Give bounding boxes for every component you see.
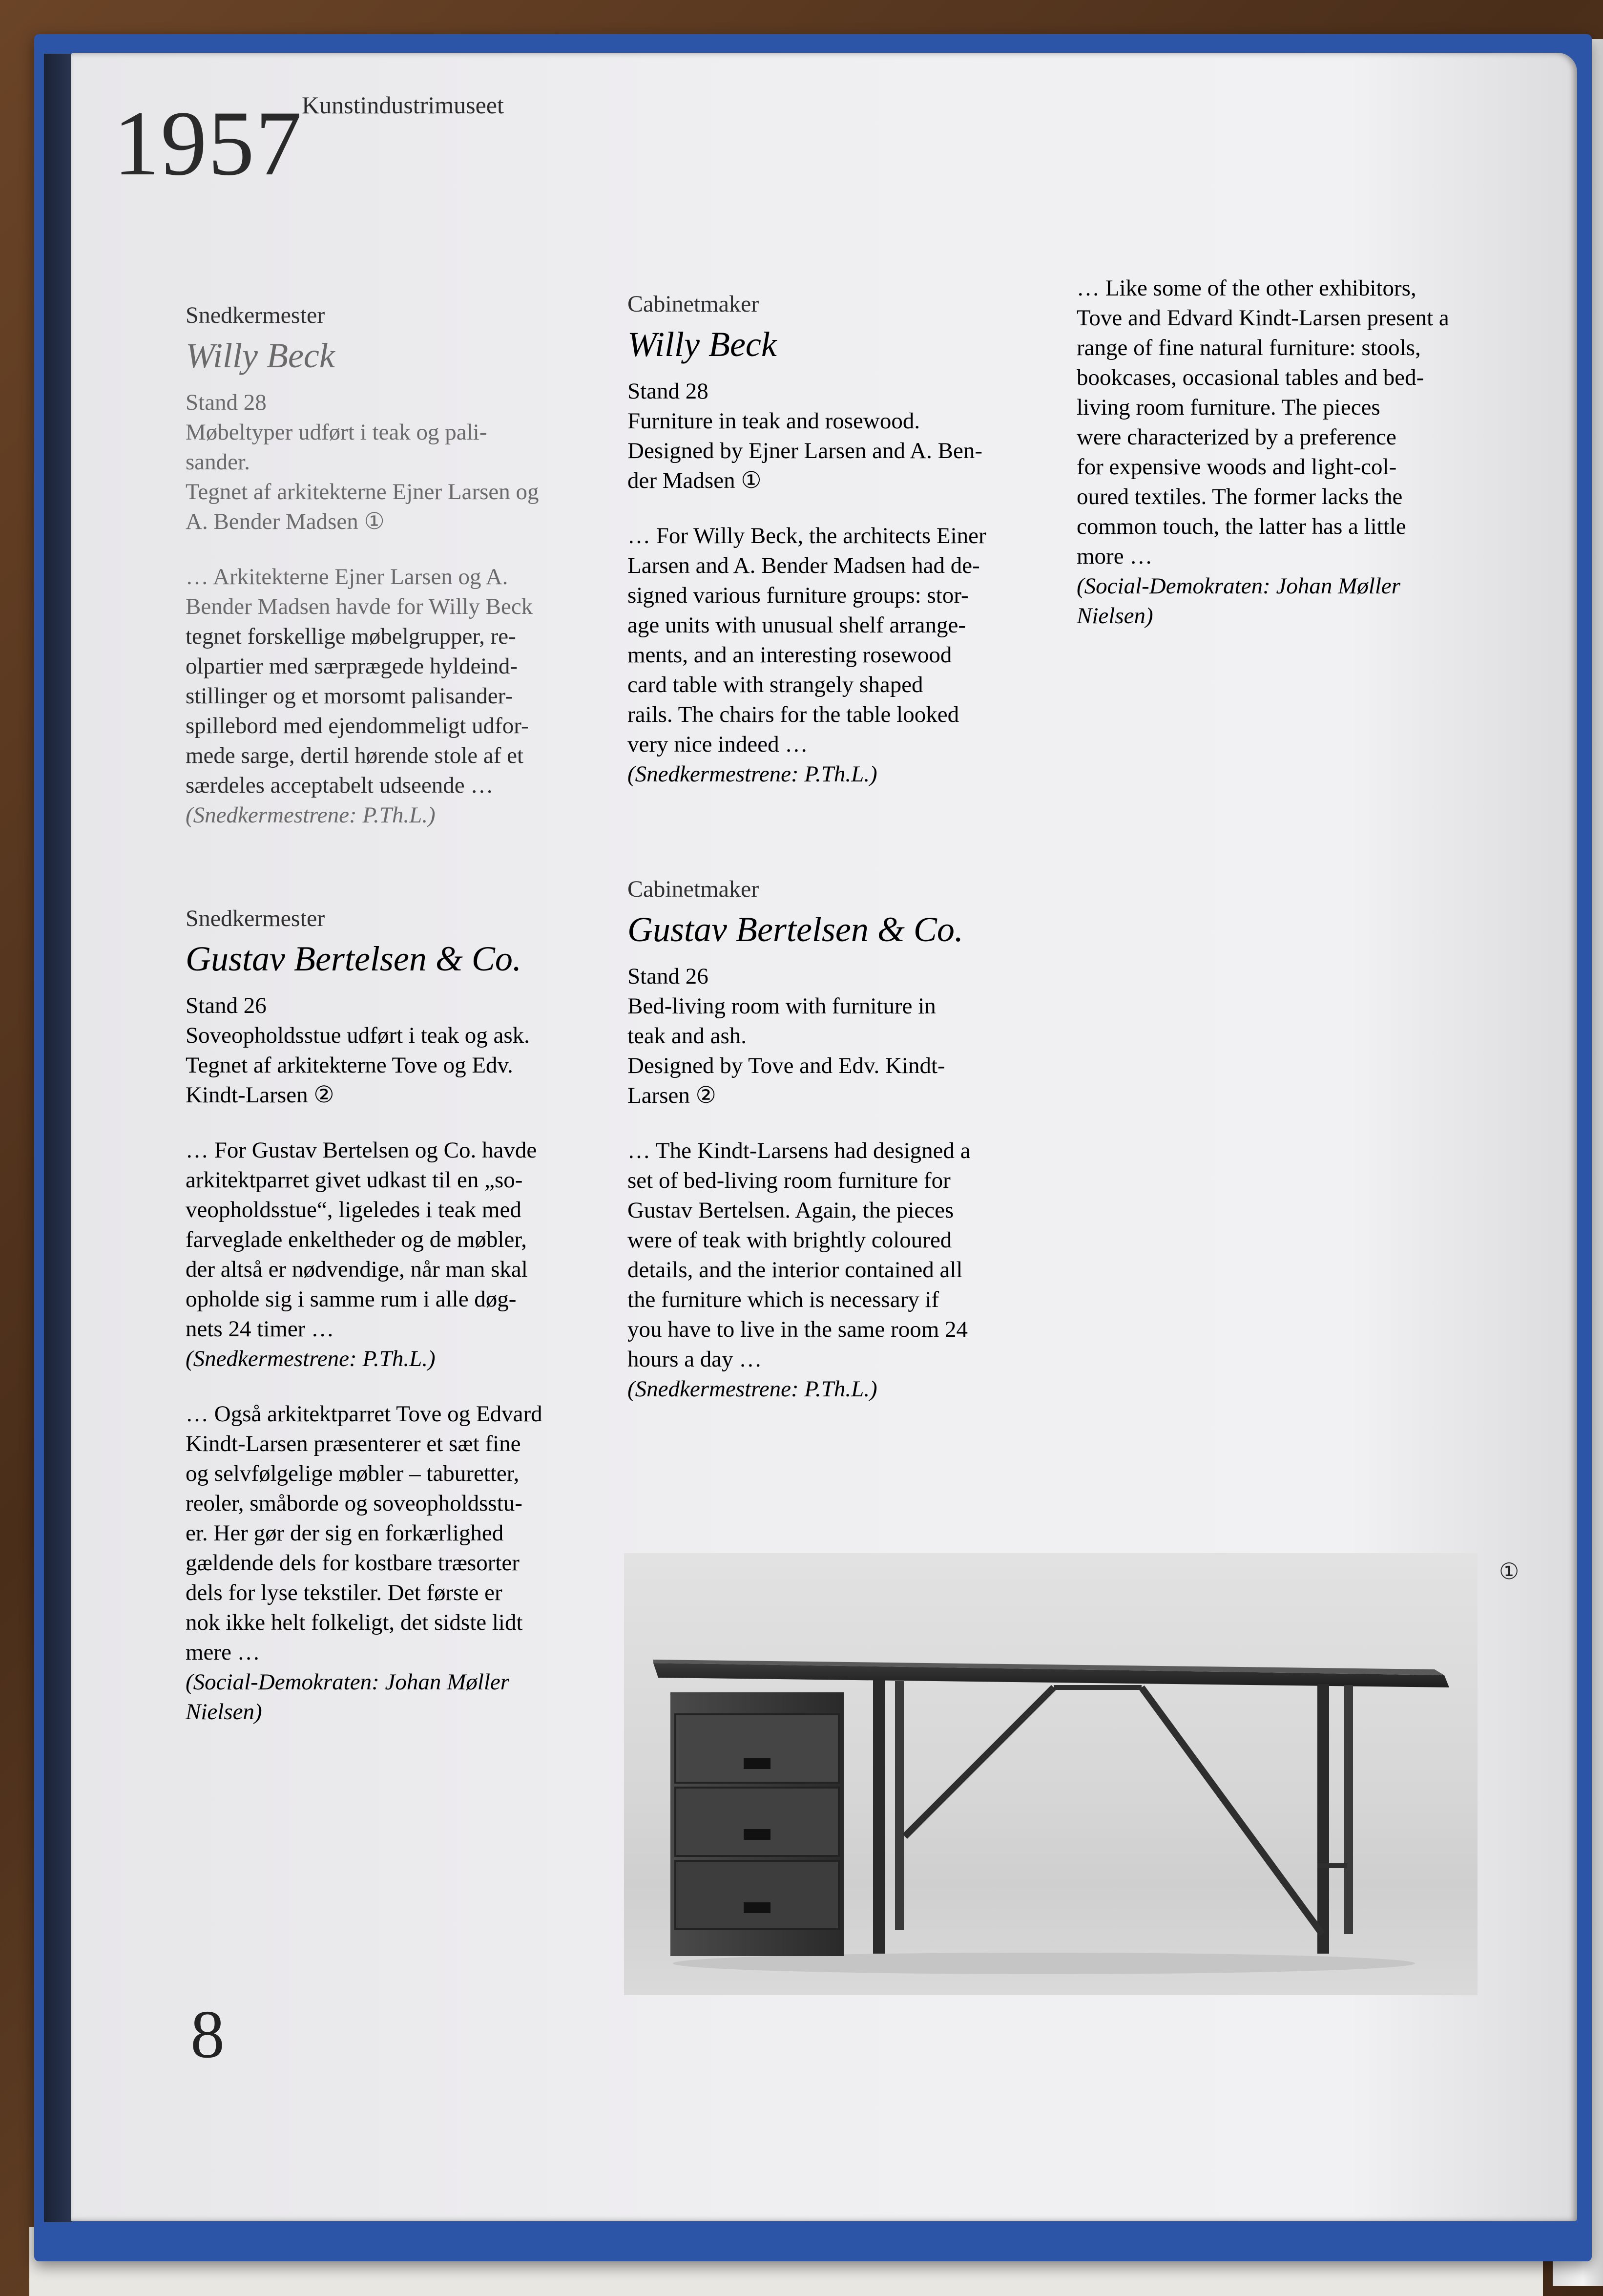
quote-source: (Snedkermestrene: P.Th.L.) <box>186 1346 436 1371</box>
quote-line: stillinger og et morsomt palisander- <box>186 683 513 709</box>
desc-line: A. Bender Madsen ① <box>186 509 385 534</box>
quote-source: (Social-Demokraten: Johan Møller <box>186 1669 510 1695</box>
figure-number: ① <box>1499 1559 1520 1584</box>
english-entry-willy-beck <box>627 289 1028 789</box>
quote-line: opholde sig i samme rum i alle døg- <box>186 1286 517 1312</box>
entry-name: Willy Beck <box>627 325 777 364</box>
desc-line: Bed-living room with furniture in <box>627 993 936 1019</box>
english-entry-kindt-larsen <box>1077 274 1506 631</box>
quote-line: der altså er nødvendige, når man skal <box>186 1257 528 1282</box>
quote-line: more … <box>1077 544 1153 569</box>
quote-line: you have to live in the same room 24 <box>627 1317 968 1342</box>
quote-source: (Snedkermestrene: P.Th.L.) <box>627 761 877 787</box>
quote-line: farveglade enkeltheder og de møbler, <box>186 1227 527 1252</box>
quote-line: ments, and an interesting rosewood <box>627 642 952 668</box>
quote-source: (Social-Demokraten: Johan Møller <box>1077 573 1401 599</box>
quote-line: rails. The chairs for the table looked <box>627 702 959 727</box>
quote-line: details, and the interior contained all <box>627 1257 963 1283</box>
quote-line: set of bed-living room furniture for <box>627 1168 951 1193</box>
entry-name: Gustav Bertelsen & Co. <box>627 910 963 949</box>
quote-line: card table with strangely shaped <box>627 672 923 697</box>
quote-line: spillebord med ejendommeligt udfor- <box>186 713 529 738</box>
quote-line: særdeles acceptabelt udseende … <box>186 773 494 798</box>
entry-role: Cabinetmaker <box>627 291 759 317</box>
quote-line: bookcases, occasional tables and bed- <box>1077 365 1424 390</box>
quote-line: mere … <box>186 1640 260 1665</box>
quote-line: for expensive woods and light-col- <box>1077 454 1397 480</box>
quote-line: reoler, småborde og soveopholdsstu- <box>186 1491 522 1516</box>
desc-line: Designed by Tove and Edv. Kindt- <box>627 1053 945 1078</box>
desc-line: Tegnet af arkitekterne Tove og Edv. <box>186 1053 513 1078</box>
quote-line: tegnet forskellige møbelgrupper, re- <box>186 624 516 649</box>
desc-line: Designed by Ejner Larsen and A. Ben- <box>627 438 982 463</box>
desc-line: sander. <box>186 449 250 475</box>
page-number: 8 <box>190 1997 225 2072</box>
quote-line: er. Her gør der sig en forkærlighed <box>186 1520 504 1546</box>
quote-line: veopholdsstue“, ligeledes i teak med <box>186 1197 521 1222</box>
desc-line: Soveopholdsstue udført i teak og ask. <box>186 1023 530 1048</box>
desc-line: Furniture in teak and rosewood. <box>627 408 920 434</box>
quote-line: Kindt-Larsen præsenterer et sæt fine <box>186 1431 521 1456</box>
quote-line: gældende dels for kostbare træsorter <box>186 1550 520 1576</box>
desc-line: Larsen ② <box>627 1083 716 1108</box>
quote-line: Bender Madsen havde for Willy Beck <box>186 594 533 619</box>
quote-line: nok ikke helt folkeligt, det sidste lidt <box>186 1610 523 1635</box>
quote-line: nets 24 timer … <box>186 1316 334 1342</box>
entry-role: Cabinetmaker <box>627 876 759 902</box>
danish-entry-gustav-bertelsen <box>186 904 586 1727</box>
desk-illustration <box>624 1553 1478 1995</box>
quote-line: dels for lyse tekstiler. Det første er <box>186 1580 502 1605</box>
quote-line: oured textiles. The former lacks the <box>1077 484 1403 509</box>
quote-source: Nielsen) <box>1077 603 1153 629</box>
quote-line: arkitektparret givet udkast til en „so- <box>186 1167 523 1193</box>
quote-line: mede sarge, dertil hørende stole af et <box>186 743 524 768</box>
entry-stand: Stand 26 <box>186 993 267 1018</box>
quote-line: living room furniture. The pieces <box>1077 395 1380 420</box>
desc-line: Kindt-Larsen ② <box>186 1082 334 1108</box>
entry-stand: Stand 26 <box>627 964 708 989</box>
quote-source: (Snedkermestrene: P.Th.L.) <box>186 802 436 828</box>
quote-line: … Også arkitektparret Tove og Edvard <box>186 1401 542 1427</box>
quote-line: hours a day … <box>627 1347 762 1372</box>
entry-stand: Stand 28 <box>627 379 708 404</box>
quote-line: signed various furniture groups: stor- <box>627 583 969 608</box>
desc-line: der Madsen ① <box>627 468 762 493</box>
quote-source: (Snedkermestrene: P.Th.L.) <box>627 1376 877 1402</box>
entry-name: Gustav Bertelsen & Co. <box>186 939 521 978</box>
quote-line: common touch, the latter has a little <box>1077 514 1406 539</box>
danish-entry-willy-beck <box>186 300 586 830</box>
entry-stand: Stand 28 <box>186 390 267 415</box>
quote-line: Gustav Bertelsen. Again, the pieces <box>627 1198 954 1223</box>
quote-line: olpartier med særprægede hyldeind- <box>186 653 518 679</box>
entry-role: Snedkermester <box>186 302 325 328</box>
quote-line: the furniture which is necessary if <box>627 1287 939 1312</box>
entry-name: Willy Beck <box>186 336 335 375</box>
entry-role: Snedkermester <box>186 906 325 931</box>
quote-line: were of teak with brightly coloured <box>627 1227 952 1253</box>
quote-line: were characterized by a preference <box>1077 424 1396 450</box>
desk-photograph <box>624 1553 1478 1995</box>
quote-line: … Arkitekterne Ejner Larsen og A. <box>186 564 508 590</box>
quote-line: … The Kindt-Larsens had designed a <box>627 1138 971 1163</box>
museum-name: Kunstindustrimuseet <box>302 91 504 119</box>
quote-line: Tove and Edvard Kindt-Larsen present a <box>1077 305 1449 331</box>
quote-line: og selvfølgelige møbler – taburetter, <box>186 1461 520 1486</box>
desc-line: Tegnet af arkitekterne Ejner Larsen og <box>186 479 539 505</box>
quote-line: … For Gustav Bertelsen og Co. havde <box>186 1137 537 1163</box>
desc-line: teak and ash. <box>627 1023 747 1049</box>
quote-line: range of fine natural furniture: stools, <box>1077 335 1421 360</box>
book-spine-inner <box>44 54 72 2222</box>
quote-line: Larsen and A. Bender Madsen had de- <box>627 553 980 578</box>
quote-source: Nielsen) <box>186 1699 262 1725</box>
english-entry-gustav-bertelsen <box>627 874 1028 1404</box>
desc-line: Møbeltyper udført i teak og pali- <box>186 420 487 445</box>
year-heading: 1957 <box>113 92 303 195</box>
quote-line: … Like some of the other exhibitors, <box>1077 275 1416 301</box>
quote-line: very nice indeed … <box>627 732 808 757</box>
quote-line: age units with unusual shelf arrange- <box>627 612 966 638</box>
quote-line: … For Willy Beck, the architects Einer <box>627 523 986 548</box>
